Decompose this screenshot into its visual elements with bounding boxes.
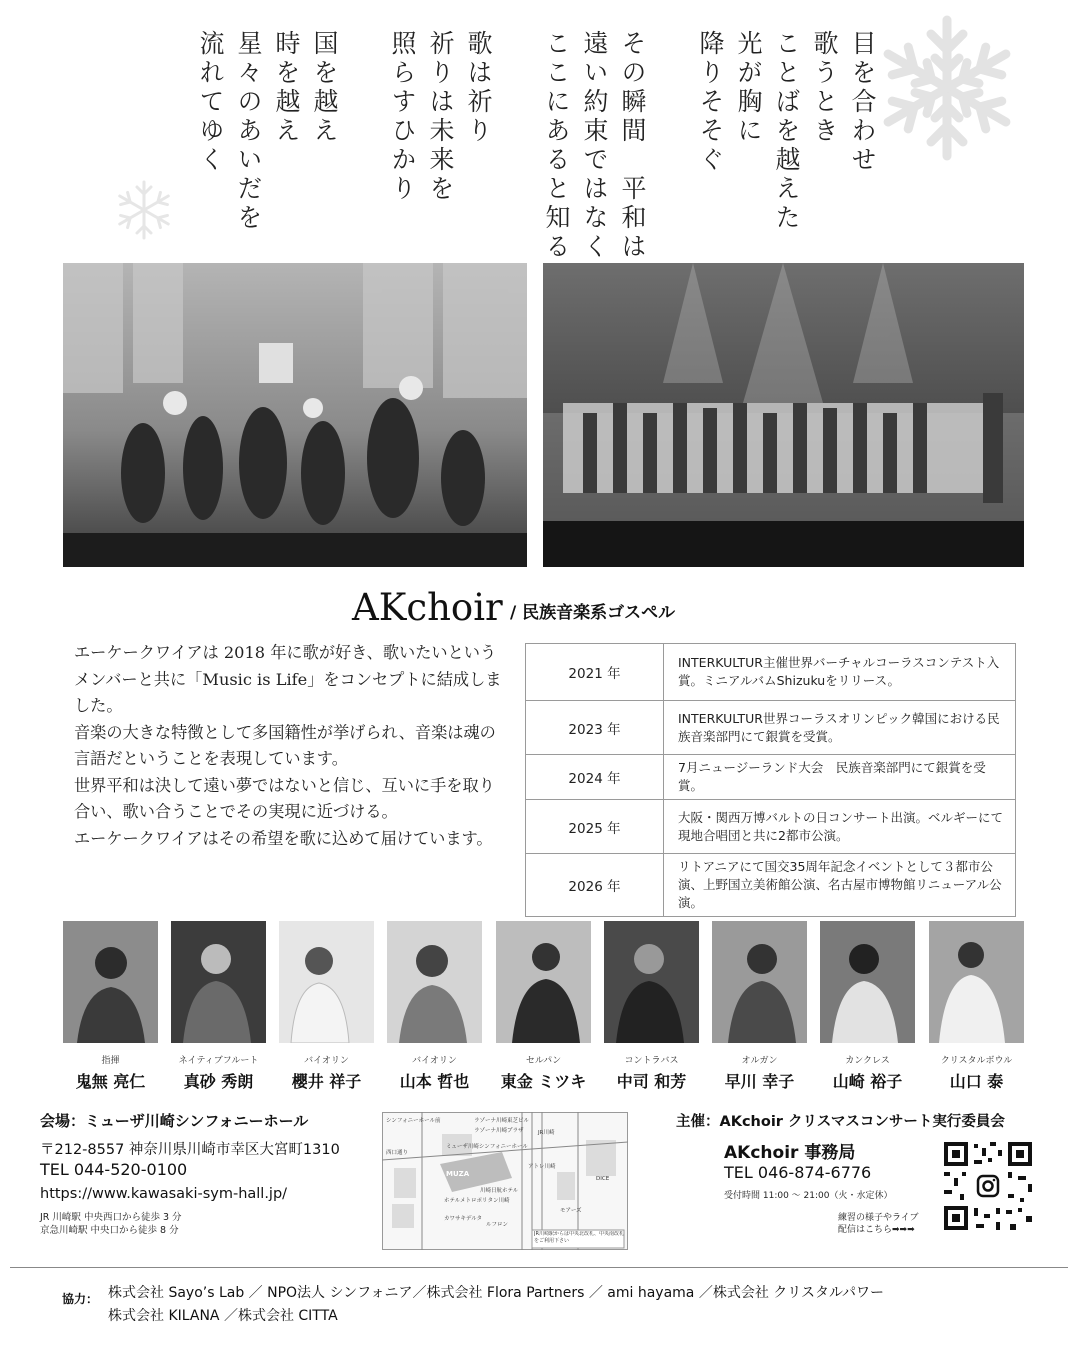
qr-caption-line: 配信はこちら➡➡➡ — [838, 1225, 915, 1235]
venue-url-link[interactable]: https://www.kawasaki-sym-hall.jp/ — [40, 1186, 288, 1202]
member-role: セルパン — [525, 1056, 562, 1066]
poem-line: 目を合わせ — [848, 30, 877, 175]
member-photo — [171, 921, 266, 1043]
intro-paragraph: エーケークワイアは 2018 年に歌が好き、歌いたいというメンバーと共に「Music is Life」をコンセプトに結成しました。 — [74, 643, 502, 715]
venue-access — [40, 1211, 182, 1237]
organizer-office: AKchoir 事務局 — [724, 1143, 856, 1163]
intro-paragraph: 音楽の大きな特徴として多国籍性が挙げられ、音楽は魂の言語だということを表現しています。 — [74, 722, 496, 768]
map-label: JR川崎 — [538, 1130, 555, 1136]
member-photo — [820, 921, 915, 1043]
table-row — [526, 701, 1016, 755]
member-photo — [279, 921, 374, 1043]
group-subtitle: / 民族音楽系ゴスペル — [510, 603, 676, 623]
map-label: DICE — [596, 1176, 610, 1182]
map-label: 川崎日航ホテル — [480, 1188, 519, 1194]
member-card — [171, 921, 266, 1092]
poem-line: 降りそそぐ — [696, 30, 725, 175]
group-name: AKchoir — [352, 586, 503, 629]
map-label: カワサキデルタ — [444, 1216, 483, 1222]
member-name: 早川 幸子 — [724, 1072, 795, 1091]
member-card — [820, 921, 915, 1092]
member-name: 山本 哲也 — [399, 1072, 470, 1091]
history-text: INTERKULTUR世界コーラスオリンピック韓国における民族音楽部門にて銀賞を受賞。 — [664, 701, 1016, 755]
organizer-hours: 受付時間 11:00 ～ 21:00（火・水定休） — [724, 1191, 893, 1201]
intro-paragraph: 世界平和は決して遠い夢ではないと信じ、互いに手を取り合い、歌い合うことでその実現に近づける。 — [74, 775, 495, 821]
stage-photo-choir — [543, 263, 1024, 567]
map-label: モアーズ — [560, 1208, 582, 1214]
map-note: JR川崎駅からは中央北改札、中央南改札をご利用下さい — [534, 1231, 624, 1244]
poem-line: 歌うとき — [810, 30, 839, 146]
snowflake-small-icon — [112, 178, 176, 242]
poem-line: 照らすひかり — [388, 30, 417, 204]
poem-line: 祈りは未来を — [426, 30, 455, 204]
intro-paragraph: エーケークワイアはその希望を歌に込めて届けています。 — [74, 828, 493, 848]
member-name: 東金 ミツキ — [500, 1072, 587, 1091]
map-label: シンフォニーホール前 — [386, 1118, 441, 1124]
map-label: ミューザ川崎シンフォニーホール — [446, 1144, 528, 1150]
history-text: 7月ニュージーランド大会 民族音楽部門にて銀賞を受賞。 — [664, 755, 1016, 800]
venue-map — [382, 1112, 628, 1250]
table-row — [526, 854, 1016, 917]
member-name: 山崎 裕子 — [832, 1072, 903, 1091]
history-text: INTERKULTUR主催世界バーチャルコーラスコンテスト入賞。ミニアルバムShizukuをリリース。 — [664, 644, 1016, 701]
member-role: ネイティブフルート — [178, 1056, 259, 1066]
member-name: 中司 和芳 — [616, 1072, 687, 1091]
venue-tel: TEL 044-520-0100 — [40, 1160, 188, 1179]
member-role: カンクレス — [845, 1056, 890, 1066]
history-text: 大阪・関西万博バルトの日コンサート出演。ベルギーにて現地合唱団と共に2都市公演。 — [664, 800, 1016, 854]
member-name: 鬼無 亮仁 — [75, 1072, 146, 1091]
member-card — [279, 921, 374, 1092]
poem-line: ここにあると知る — [542, 30, 571, 262]
map-label: ルフロン — [486, 1222, 509, 1228]
member-photo — [604, 921, 699, 1043]
history-year: 2023 年 — [526, 701, 664, 755]
cooperation-label: 協力： — [62, 1292, 99, 1306]
member-card — [929, 921, 1024, 1092]
poem-line: 時を越え — [272, 30, 301, 146]
poem-line: ことばを越えた — [772, 30, 801, 233]
member-role: バイオリン — [412, 1056, 457, 1066]
poem-line: 歌は祈り — [464, 30, 493, 146]
member-photo — [63, 921, 158, 1043]
member-card — [712, 921, 807, 1092]
history-year: 2024 年 — [526, 755, 664, 800]
venue-title: 会場：ミューザ川崎シンフォニーホール — [40, 1112, 309, 1130]
map-label: 西口通り — [386, 1150, 409, 1156]
member-photo — [929, 921, 1024, 1043]
member-name: 真砂 秀朗 — [183, 1072, 254, 1091]
map-label: アトレ川崎 — [528, 1164, 556, 1170]
access-line: JR 川崎駅 中央西口から徒歩 3 分 — [40, 1212, 182, 1223]
stage-photo-performers — [63, 263, 527, 567]
divider — [10, 1267, 1068, 1268]
intro-text — [74, 640, 506, 852]
member-photo — [712, 921, 807, 1043]
map-label: ホテルメトロポリタン川崎 — [444, 1198, 510, 1204]
poem-line: 光が胸に — [734, 30, 763, 146]
map-label: MUZA — [446, 1170, 470, 1178]
table-row — [526, 755, 1016, 800]
member-card — [387, 921, 482, 1092]
poem-line: 遠い約束ではなく — [580, 30, 609, 262]
member-name: 山口 泰 — [949, 1072, 1004, 1091]
member-role: クリスタルボウル — [940, 1056, 1013, 1066]
history-year: 2021 年 — [526, 644, 664, 701]
map-label: ラゾーナ川崎東芝ビル — [474, 1118, 530, 1124]
member-card — [604, 921, 699, 1092]
poem-line: 流れてゆく — [196, 30, 225, 175]
map-label: ラゾーナ川崎プラザ — [474, 1128, 524, 1134]
history-text: リトアニアにて国交35周年記念イベントとして３都市公演、上野国立美術館公演、名古屋市博物館リニューアル公演。 — [664, 854, 1016, 917]
poem-line: 星々のあいだを — [234, 30, 263, 233]
member-role: コントラバス — [624, 1056, 679, 1066]
cooperation-line: 株式会社 KILANA ／株式会社 CITTA — [108, 1308, 338, 1324]
qr-caption — [838, 1212, 918, 1236]
poem-line: 国を越え — [310, 30, 339, 146]
member-card — [496, 921, 591, 1092]
table-row — [526, 800, 1016, 854]
history-year: 2025 年 — [526, 800, 664, 854]
organizer-title: 主催：AKchoir クリスマスコンサート実行委員会 — [676, 1114, 1005, 1130]
member-role: オルガン — [741, 1056, 778, 1066]
qr-code[interactable] — [940, 1138, 1036, 1234]
member-name: 櫻井 祥子 — [291, 1072, 362, 1091]
history-year: 2026 年 — [526, 854, 664, 917]
qr-caption-line: 練習の様子やライブ — [838, 1213, 919, 1223]
member-photo — [496, 921, 591, 1043]
member-role: 指揮 — [101, 1056, 120, 1066]
table-row — [526, 644, 1016, 701]
venue-address: 〒212-8557 神奈川県川崎市幸区大宮町1310 — [40, 1142, 340, 1158]
member-card — [63, 921, 158, 1092]
snowflake-large-icon — [872, 8, 1022, 168]
organizer-tel: TEL 046-874-6776 — [724, 1163, 872, 1182]
member-photo — [387, 921, 482, 1043]
cooperation-line: 株式会社 Sayo’s Lab ／ NPO法人 シンフォニア／株式会社 Flora Partners ／ ami hayama ／株式会社 クリスタルパワー — [108, 1285, 885, 1301]
access-line: 京急川崎駅 中央口から徒歩 8 分 — [40, 1225, 179, 1236]
member-role: バイオリン — [304, 1056, 349, 1066]
history-table — [525, 643, 1016, 917]
poem-line: その瞬間 平和は — [618, 30, 647, 262]
